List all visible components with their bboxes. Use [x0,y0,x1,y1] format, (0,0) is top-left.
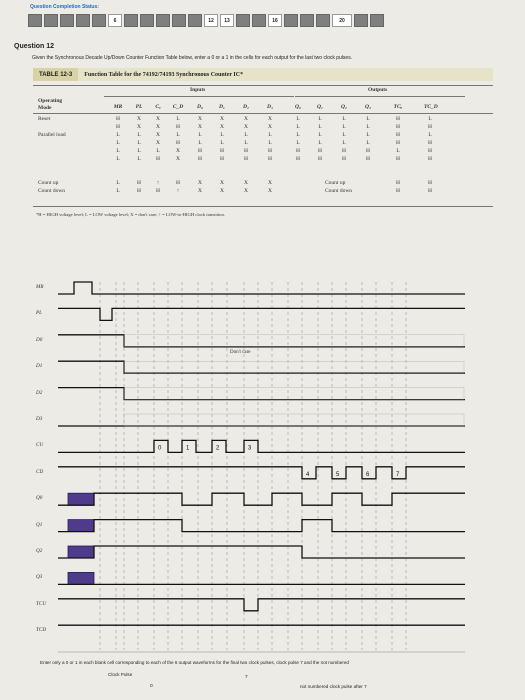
table-cell: L [220,132,224,138]
table-cell: H [220,148,224,154]
column-header-d0: D₀ [197,104,203,110]
table-cell: X [268,188,272,194]
table-cell: L [116,140,120,146]
table-cell: L [296,132,300,138]
mode-label-reset: Reset [38,116,51,122]
waveform-pl [58,308,465,320]
outputs-cell: Count up [325,180,346,186]
signal-label-d0: D0 [36,336,43,343]
waveform-q0 [58,493,465,505]
table-cell: X [244,188,248,194]
table-cell: L [366,132,370,138]
table-cell: X [198,188,202,194]
waveform-cu [58,440,465,452]
table-cell: L [366,140,370,146]
question-text: Given the Synchronous Decade Up/Down Counter Function Table below, enter a 0 or a 1 in the cells for each output for the last two clock pulses. [32,55,353,61]
table-cell: ↑ [156,180,160,186]
table-cell: H [156,156,160,162]
table-cell: L [137,148,141,154]
table-cell: L [116,148,120,154]
table-cell: H [396,132,400,138]
cd-pulse-number: 5 [336,471,340,478]
question-title: Question 12 [14,43,55,50]
signal-label-cd: CD [36,468,44,475]
mode-label-count-down: Count down [38,188,66,194]
table-cell: X [220,124,224,130]
clock-pulse-value: 0 [150,684,153,689]
table-cell: X [268,116,272,122]
table-cell: L [137,140,141,146]
waveform-d2 [58,388,465,400]
table-cell: L [198,132,202,138]
table-cell: X [268,180,272,186]
signal-label-tcu: TCU [36,600,47,607]
mode-label-parallel-load: Parallel load [38,132,66,138]
waveform-cd [58,467,465,479]
table-cell: H [318,148,322,154]
table-cell: ↑ [176,188,180,194]
table-cell: H [366,156,370,162]
table-cell: L [296,116,300,122]
mode-label-count-up: Count up [38,180,59,186]
signal-label-q3: Q3 [36,574,43,581]
cd-pulse-number: 4 [306,471,310,478]
table-cell: X [156,132,160,138]
column-header-d2: D₂ [243,104,249,110]
cu-pulse-number: 0 [158,445,162,452]
operating-header: Operating [38,98,63,104]
table-cell: H [428,124,432,130]
table-cell: X [198,124,202,130]
question-status-box[interactable]: 20 [332,14,352,27]
outputs-cell: Count down [325,188,353,194]
table-title: Function Table for the 74192/74193 Synchronous Counter IC* [84,71,244,78]
signal-label-d3: D3 [36,416,43,422]
signal-label-mr: MR [36,284,44,290]
table-cell: L [342,124,346,130]
table-cell: L [342,116,346,122]
table-cell: L [156,148,160,154]
signal-label-cu: CU [36,442,44,449]
dont-care-region [124,388,464,400]
table-cell: X [244,124,248,130]
column-header-d3: D₃ [267,104,273,110]
table-cell: H [198,148,202,154]
table-cell: H [396,124,400,130]
cu-pulse-number: 1 [186,445,190,452]
table-cell: H [296,156,300,162]
table-cell: L [428,116,432,122]
table-cell: H [318,156,322,162]
table-cell: L [318,116,322,122]
table-cell: L [116,180,120,186]
table-cell: H [428,180,432,186]
waveform-d1 [58,361,465,373]
table-cell: H [428,188,432,194]
question-status-box[interactable]: 13 [220,14,234,27]
table-cell: L [116,156,120,162]
table-cell: H [428,148,432,154]
table-cell: L [428,132,432,138]
column-header-cd: C_D [172,104,184,110]
inputs-header: Inputs [190,87,206,93]
dont-care-region [124,335,464,347]
table-cell: H [137,188,141,194]
table-cell: L [137,132,141,138]
table-cell: H [176,140,180,146]
table-cell: X [220,180,224,186]
signal-label-pl: PL [36,310,43,317]
table-cell: L [116,188,120,194]
waveform-d0 [58,335,465,347]
table-cell: H [396,188,400,194]
table-cell: X [198,116,202,122]
table-cell: H [268,156,272,162]
table-cell: H [396,116,400,122]
table-cell: L [116,132,120,138]
table-cell: H [116,116,120,122]
cu-pulse-number: 2 [216,445,220,452]
table-cell: L [318,132,322,138]
table-cell: L [366,124,370,130]
dont-care-label: Don't care [230,350,251,355]
completion-status-label: Question Completion Status: [30,4,99,10]
table-cell: L [318,124,322,130]
unknown-state-region [68,493,94,505]
table-cell: L [220,140,224,146]
table-cell: H [244,156,248,162]
table-cell: H [176,180,180,186]
table-cell: H [198,156,202,162]
table-cell: H [428,156,432,162]
table-cell: L [268,140,272,146]
table-cell: X [198,180,202,186]
column-header-q0: Q₀ [295,104,301,110]
signal-label-tcd: TCD [36,627,47,634]
table-cell: L [244,132,248,138]
clock-pulse-label: Clock Pulse [108,672,133,677]
waveform-tcu [58,599,465,611]
table-cell: X [244,180,248,186]
table-cell: L [318,140,322,146]
table-cell: X [156,140,160,146]
clock-pulse-after-label: not numbered clock pulse after 7 [300,684,367,689]
table-cell: H [296,148,300,154]
column-header-q2: Q₂ [341,104,347,110]
column-header-q3: Q₃ [365,104,371,110]
table-cell: X [137,124,141,130]
signal-label-q0: Q0 [36,495,43,502]
waveform-q2 [58,546,465,558]
table-cell: H [428,140,432,146]
dont-care-region [124,414,464,426]
table-cell: H [396,180,400,186]
table-cell: L [176,132,180,138]
instructions-text: Enter only a 0 or 1 in each blank cell corresponding to each of the 6 output waveforms for the final two clock pulses, clock pulse 7 and the not numbered [40,660,349,665]
question-status-box[interactable]: 12 [204,14,218,27]
table-note: *H = HIGH voltage level; L = LOW voltage level; X = don't care; ↑ = LOW-to-HIGH clock transition. [36,212,225,217]
table-cell: L [296,140,300,146]
table-cell: L [268,132,272,138]
signal-label-d2: D2 [36,389,43,396]
table-cell: H [116,124,120,130]
column-header-pl: PL [135,104,143,110]
table-cell: X [220,116,224,122]
table-cell: H [156,188,160,194]
waveform-mr [58,282,465,294]
column-header-mr: MR [113,104,123,110]
waveform-q1 [58,520,465,532]
table-number: TABLE 12-3 [33,68,78,81]
cd-pulse-number: 6 [366,471,370,478]
table-cell: L [137,156,141,162]
table-cell: L [396,148,400,154]
mode-header: Mode [38,105,52,111]
table-cell: X [220,188,224,194]
table-cell: L [342,132,346,138]
question-status-box[interactable]: 16 [268,14,282,27]
cu-pulse-number: 3 [248,445,252,452]
table-cell: H [396,140,400,146]
signal-label-q1: Q1 [36,521,43,528]
table-cell: L [296,124,300,130]
table-cell: H [342,148,346,154]
table-cell: H [366,148,370,154]
table-cell: L [198,140,202,146]
table-cell: H [176,124,180,130]
table-cell: H [244,148,248,154]
table-cell: X [268,124,272,130]
table-cell: H [396,156,400,162]
unknown-state-region [68,572,94,584]
clock-pulse-seven: 7 [245,675,248,680]
signal-label-q2: Q2 [36,548,43,554]
table-cell: X [156,116,160,122]
table-cell: L [176,116,180,122]
column-header-tcu: TCᵤ [393,104,403,110]
table-cell: X [176,148,180,154]
table-cell: X [176,156,180,162]
table-cell: H [137,180,141,186]
table-cell: X [244,116,248,122]
table-cell: H [268,148,272,154]
outputs-header: Outputs [368,87,388,93]
table-cell: H [342,156,346,162]
column-header-d1: D₁ [219,104,225,110]
signal-label-d1: D1 [36,363,43,370]
column-header-tcd: TC_D [424,104,438,110]
table-cell: L [244,140,248,146]
unknown-state-region [68,546,94,558]
dont-care-region [124,361,464,373]
table-cell: H [220,156,224,162]
column-header-cu: Cᵤ [155,104,161,110]
cd-pulse-number: 7 [396,471,400,478]
table-cell: L [366,116,370,122]
column-header-q1: Q₁ [317,104,323,110]
table-cell: X [156,124,160,130]
table-cell: L [342,140,346,146]
table-cell: X [137,116,141,122]
question-status-box[interactable]: 6 [108,14,122,27]
unknown-state-region [68,520,94,532]
